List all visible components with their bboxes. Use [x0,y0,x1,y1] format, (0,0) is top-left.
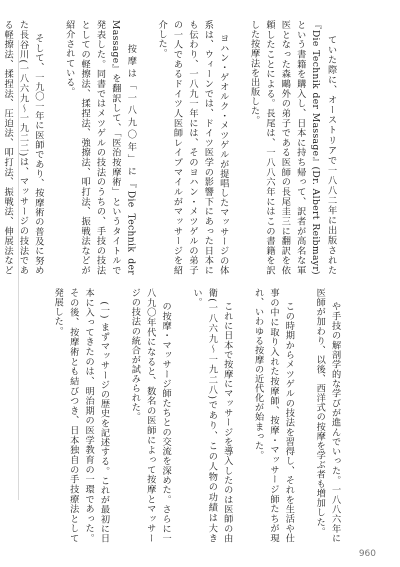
paragraph: (一) まずマッサージの歴史を記述する。これが最初に日本に入ってきたのは、明治期の医学教育の一環であった。その後、按摩術とも結びつき、日本独自の手技療法として発展した。 [52,288,110,543]
paragraph: ていた際に、オーストリアで一八八二年に出版された『Die Technik der Massage』(Dr. Albert Reibmayr) という書籍を購入し、日本に持ち帰って、訳者が高名な軍医となった森鷗外の弟子である医師の長尾圭三に翻訳を依頼したことによる。長尾は、一八八六年にはこの書籍を訳した按摩法を出版した。 [248,20,337,275]
paragraph: この時期からメツゲルの技法を習得し、それを生活や仕事の中に取り入れた按摩師、按摩・マッサージ師たちが現れ、いわゆる按摩の近代化が始まった。 [252,288,295,544]
paragraph: これに日本で按摩にマッサージを導入したのは医師の由衛(一八六九〜一九二八)であり、この人物の功績は大きい。 [190,288,233,544]
paragraph: や手技の解剖学的な学びが進んでいった。一八八六年に医師が加わり、以後、西洋式の按摩を学ぶ者も増加した。 [314,288,341,544]
text-block-top [2,20,354,276]
paragraph: そして、一九〇一年に医師であり、按摩術の普及に努めた長谷川(一八六九〜一九二二)は、マッサージの技法である軽擦法、揉捏法、圧迫法、叩打法、振戦法、伸展法など [2,20,44,276]
paragraph: 按摩は「一八九〇年」に『Die Technik der Massage』を翻訳して、「医治按摩術」というタイトルで発表した。同書ではメツゲルの技法のうちの、手技の技法としての軽擦法、揉捏法、強擦法、叩打法、振戦法などが紹介されている。 [63,20,137,275]
paragraph: ヨハン・ゲオルク・メツゲルが提唱したマッサージの体系は、ウィーンでは、ドイツ医学の影響下にあった日本にも伝わり、一八九一年には、そのヨハン・メツゲルの弟子の一人であるドイツ人医師レイプマイルがマッサージを紹介した。 [156,20,229,276]
paragraph: の按摩・マッサージ師たちとの交流を深めた。さらに一八九〇年代になると、数名の医師によって按摩とマッサージの技法の統合が試みられた。 [129,288,172,544]
page-number: 960 [358,549,376,559]
text-block-bottom [40,288,358,543]
